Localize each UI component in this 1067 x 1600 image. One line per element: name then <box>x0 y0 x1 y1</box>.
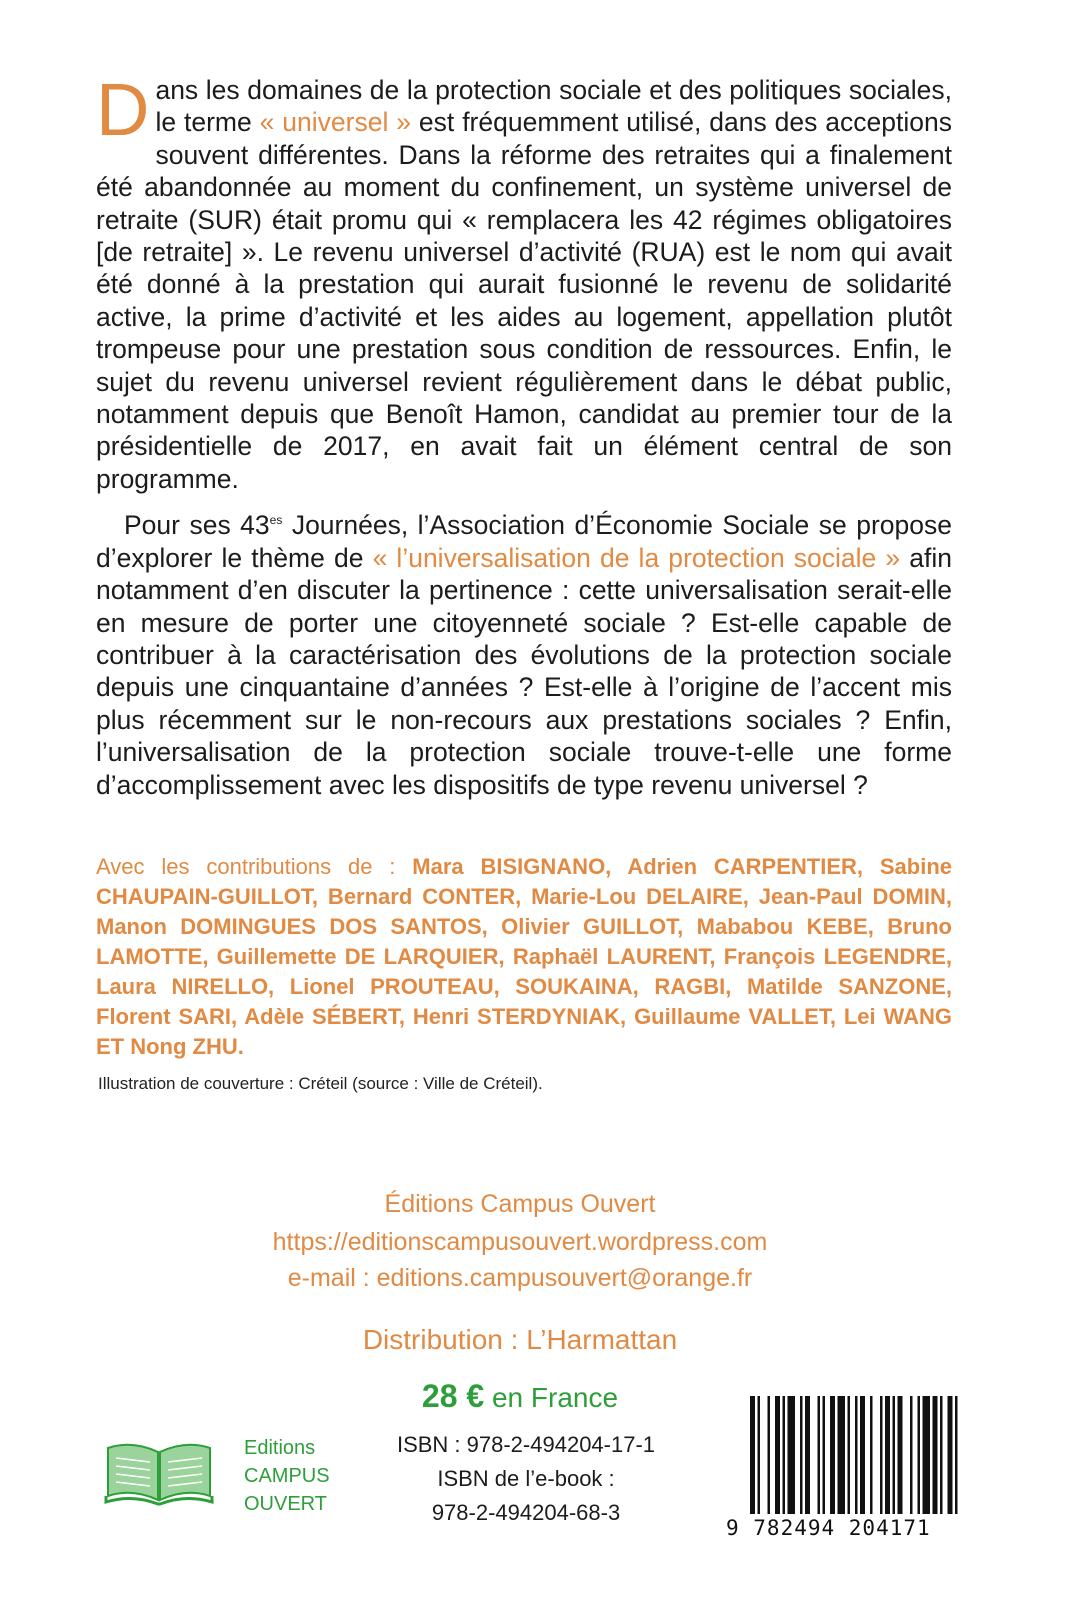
barcode-bar <box>880 1396 883 1514</box>
contributors-names: Mara BISIGNANO, Adrien CARPENTIER, Sabine CHAUPAIN-GUILLOT, Bernard CONTER, Marie-Lou DELAIRE, Jean-Paul DOMIN, Manon DOMINGUES DOS SANTOS, Olivier GUILLOT, Mababou KEBE, Bruno LAMOTTE, Guillemette DE LARQUIER, Raphaël LAURENT, François LEGENDRE, Laura NIRELLO, Lionel PROUTEAU, SOUKAINA, RAGBI, Matilde SANZONE, Florent SARI, Adèle SÉBERT, Henri STERDYNIAK, Guillaume VALLET, Lei WANG ET Nong ZHU. <box>96 854 952 1059</box>
barcode-bar <box>750 1396 755 1514</box>
illustration-credit: Illustration de couverture : Créteil (source : Ville de Créteil). <box>98 1074 543 1093</box>
barcode-bar <box>838 1396 846 1514</box>
blurb <box>96 68 952 801</box>
barcode-bar <box>830 1396 835 1514</box>
barcode-bar <box>885 1396 890 1514</box>
barcode-bar <box>788 1396 796 1514</box>
isbn-ebook: 978-2-494204-68-3 <box>431 1500 621 1525</box>
price <box>240 1378 800 1415</box>
barcode-bar <box>800 1396 803 1514</box>
contributors-lead: Avec les contributions de : <box>96 854 413 879</box>
publisher-name: Éditions Campus Ouvert <box>384 1190 656 1218</box>
barcode-bar <box>783 1396 786 1514</box>
contributors <box>96 852 952 1062</box>
barcode-bar <box>775 1396 780 1514</box>
blurb-paragraph-1: Dans les domaines de la protection sociale et des politiques sociales, le terme « universel » est fréquemment utilisé, dans des acceptions souvent différentes. Dans la réforme des retraites qui a finalement été abandonnée au moment du confinement, un système universel de retraite (SUR) était promu qui « remplacera les 42 régimes obligatoires [de retraite] ». Le revenu universel d’activité (RUA) est le nom qui avait été donné à la prestation qui aurait fusionné le revenu de solidarité active, la prime d’activité et les aides au logement, appellation plutôt trompeuse pour une prestation sous condition de ressources. Enfin, le sujet du revenu universel revient régulièrement dans le débat public, notamment depuis que Benoît Hamon, candidat au premier tour de la présidentielle de 2017, en avait fait un élément central de son programme. <box>96 68 952 494</box>
blurb-paragraph-2: Pour ses $43^{es}$ Journées, l’Association d’Économie Sociale se propose d’explorer le thème de « l’universalisation de la protection sociale » afin notamment d’en discuter la pertinence : cette universalisation serait-elle en mesure de porter une citoyenneté sociale ? Est-elle capable de contribuer à la caractérisation des évolutions de la protection sociale depuis une cinquantaine d’années ? Est-elle à l’origine de l’accent mis plus récemment sur le non-recours aux prestations sociales ? Enfin, l’universalisation de la protection sociale trouve-t-elle une forme d’accomplissement avec les dispositifs de type revenu universel ? <box>96 510 952 800</box>
barcode-bar <box>898 1396 903 1514</box>
barcode-bar <box>910 1396 913 1514</box>
publisher-url[interactable]: https://editionscampusouvert.wordpress.com <box>272 1228 768 1256</box>
barcode-bar <box>758 1396 761 1514</box>
isbn-block <box>376 1428 676 1530</box>
price-amount: 28 € <box>421 1378 485 1414</box>
barcode-bar <box>870 1396 873 1514</box>
isbn-print: ISBN : 978-2-494204-17-1 <box>396 1432 656 1457</box>
publisher-logo-text: Editions CAMPUS OUVERT <box>244 1437 330 1515</box>
barcode-bar <box>823 1396 826 1514</box>
barcode-bar <box>860 1396 865 1514</box>
barcode-bar <box>955 1396 958 1514</box>
barcode-bar <box>918 1396 921 1514</box>
drop-cap: D <box>96 68 150 151</box>
barcode-bar <box>818 1396 821 1514</box>
price-region: en France <box>484 1382 619 1413</box>
barcode-bar <box>933 1396 938 1514</box>
barcode-digits: 9 782494 204171 <box>726 1516 931 1540</box>
barcode-bar <box>948 1396 953 1514</box>
barcode-bar <box>940 1396 943 1514</box>
distribution: Distribution : L’Harmattan <box>362 1324 678 1355</box>
barcode-bar <box>923 1396 931 1514</box>
highlighted-term: « universel » <box>259 107 412 138</box>
barcode-bar <box>848 1396 851 1514</box>
open-book-icon <box>104 1438 214 1506</box>
barcode-bar <box>855 1396 858 1514</box>
isbn-ebook-label: ISBN de l’e-book : <box>437 1466 615 1491</box>
publisher-email[interactable]: e-mail : editions.campusouvert@orange.fr <box>287 1264 753 1292</box>
highlighted-theme: « l’universalisation de la protection sociale » <box>372 542 901 573</box>
barcode-bar <box>768 1396 771 1514</box>
barcode-bar <box>893 1396 896 1514</box>
barcode-bar <box>805 1396 810 1514</box>
